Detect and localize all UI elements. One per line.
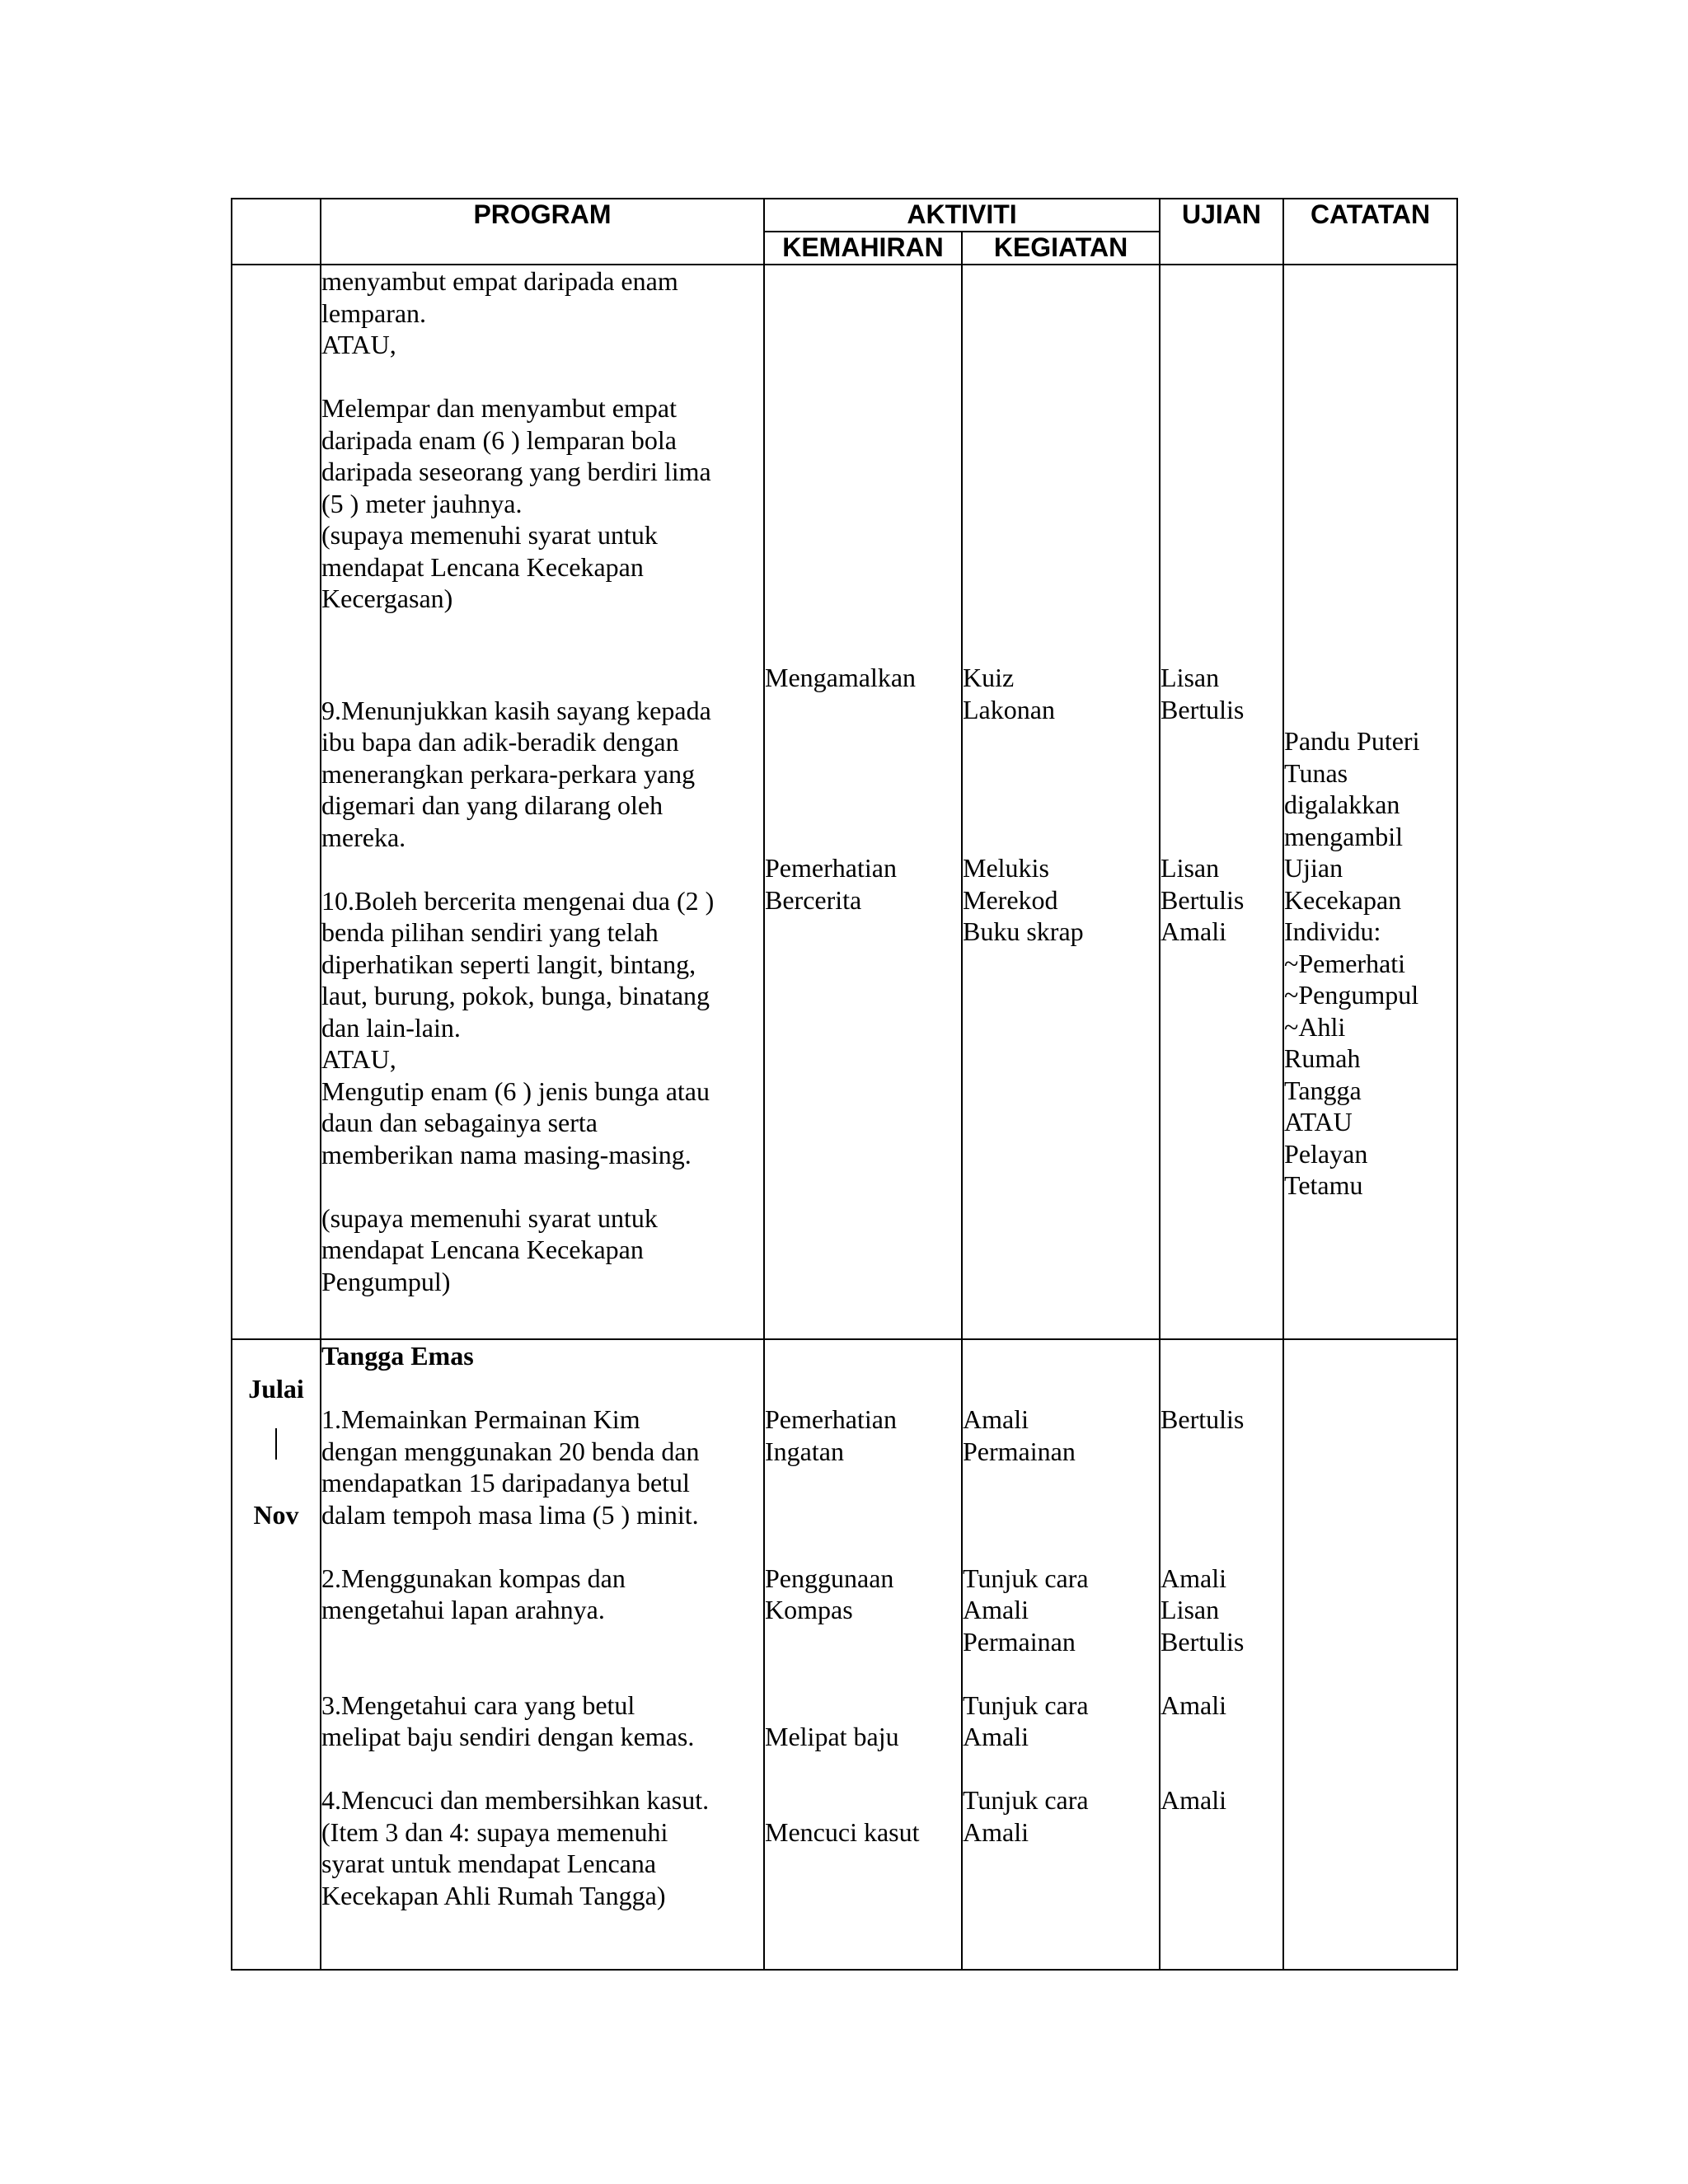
month-cell [232, 1339, 321, 1970]
program-alt: Melempar dan menyambut empat daripada enam (6 ) lemparan bola daripada seseorang yang berdiri lima (5 ) meter jauhnya. (supaya memenuhi syarat untuk mendapat Lencana Kecekapan Kecergasan) [321, 393, 711, 613]
program-table [231, 198, 1458, 1971]
kemahiran-item-3: Melipat baju [765, 1722, 899, 1751]
program-item-4: 4.Mencuci dan membersihkan kasut. (Item 3 dan 4: supaya memenuhi syarat untuk mendapat Lencana Kecekapan Ahli Rumah Tangga) [321, 1785, 710, 1910]
ujian-item-3: Amali [1160, 1690, 1226, 1720]
program-item-10: 10.Boleh bercerita mengenai dua (2 ) benda pilihan sendiri yang telah diperhatikan seperti langit, bintang, laut, burung, pokok, bunga, binatang dan lain-lain. ATAU, Mengutip enam (6 ) jenis bunga atau daun dan sebagainya serta memberikan nama masing-masing. [321, 885, 715, 1169]
kegiatan-item-2: Tunjuk cara Amali Permainan [963, 1563, 1089, 1657]
kegiatan-item-4: Tunjuk cara Amali [963, 1785, 1089, 1847]
catatan-note: Pandu Puteri Tunas digalakkan mengambil Ujian Kecekapan Individu: ~Pemerhati ~Pengumpul ~Ahli Rumah Tangga ATAU Pelayan Tetamu [1284, 726, 1420, 1200]
kegiatan-item-1: Amali Permainan [963, 1404, 1076, 1466]
month-cell [232, 265, 321, 1339]
kemahiran-item-9: Mengamalkan [765, 663, 917, 692]
header-ujian: UJIAN [1160, 199, 1283, 265]
program-cell [321, 265, 764, 1339]
program-item-3: 3.Mengetahui cara yang betul melipat baju sendiri dengan kemas. [321, 1690, 695, 1751]
header-kemahiran: KEMAHIRAN [764, 232, 962, 265]
kegiatan-item-3: Tunjuk cara Amali [963, 1690, 1089, 1751]
program-note-10: (supaya memenuhi syarat untuk mendapat Lencana Kecekapan Pengumpul) [321, 1202, 658, 1296]
catatan-cell [1283, 265, 1457, 1339]
header-program: PROGRAM [321, 199, 764, 265]
kemahiran-item-4: Mencuci kasut [765, 1816, 920, 1847]
catatan-cell [1283, 1339, 1457, 1970]
kegiatan-cell [962, 265, 1160, 1339]
table-row [232, 1339, 1457, 1970]
month-end: Nov [253, 1499, 299, 1530]
header-kegiatan: KEGIATAN [962, 232, 1160, 265]
header-catatan: CATATAN [1283, 199, 1457, 265]
ujian-cell [1160, 265, 1283, 1339]
ujian-item-4: Amali [1160, 1785, 1226, 1815]
program-item-9: 9.Menunjukkan kasih sayang kepada ibu bapa dan adik-beradik dengan menerangkan perkara-perkara yang digemari dan yang dilarang oleh mereka. [321, 695, 711, 852]
kemahiran-item-2: Penggunaan Kompas [765, 1563, 894, 1624]
program-item-1: 1.Memainkan Permainan Kim dengan menggunakan 20 benda dan mendapatkan 15 daripadanya betul dalam tempoh masa lima (5 ) minit. [321, 1404, 700, 1530]
program-intro: menyambut empat daripada enam lemparan. ATAU, [321, 266, 678, 359]
kemahiran-item-10: Pemerhatian Bercerita [765, 853, 897, 915]
header-month-cell [232, 199, 321, 265]
kegiatan-cell [962, 1339, 1160, 1970]
kegiatan-item-10: Melukis Merekod Buku skrap [963, 853, 1084, 946]
kemahiran-item-1: Pemerhatian Ingatan [765, 1404, 897, 1466]
table-row [232, 265, 1457, 1339]
ujian-cell [1160, 1339, 1283, 1970]
month-start: Julai [248, 1374, 304, 1404]
kemahiran-cell [764, 1339, 962, 1970]
ujian-item-9: Lisan Bertulis [1160, 663, 1245, 724]
header-row-1 [232, 199, 1457, 232]
header-aktiviti: AKTIVITI [764, 199, 1160, 232]
kemahiran-cell [764, 265, 962, 1339]
month-range-bar [275, 1428, 277, 1460]
ujian-item-1: Bertulis [1160, 1404, 1245, 1434]
program-item-2: 2.Menggunakan kompas dan mengetahui lapan arahnya. [321, 1563, 626, 1624]
ujian-item-10: Lisan Bertulis Amali [1160, 853, 1245, 946]
program-cell [321, 1339, 764, 1970]
ujian-item-2: Amali Lisan Bertulis [1160, 1563, 1245, 1657]
kegiatan-item-9: Kuiz Lakonan [963, 663, 1055, 724]
section-title: Tangga Emas [321, 1341, 474, 1371]
